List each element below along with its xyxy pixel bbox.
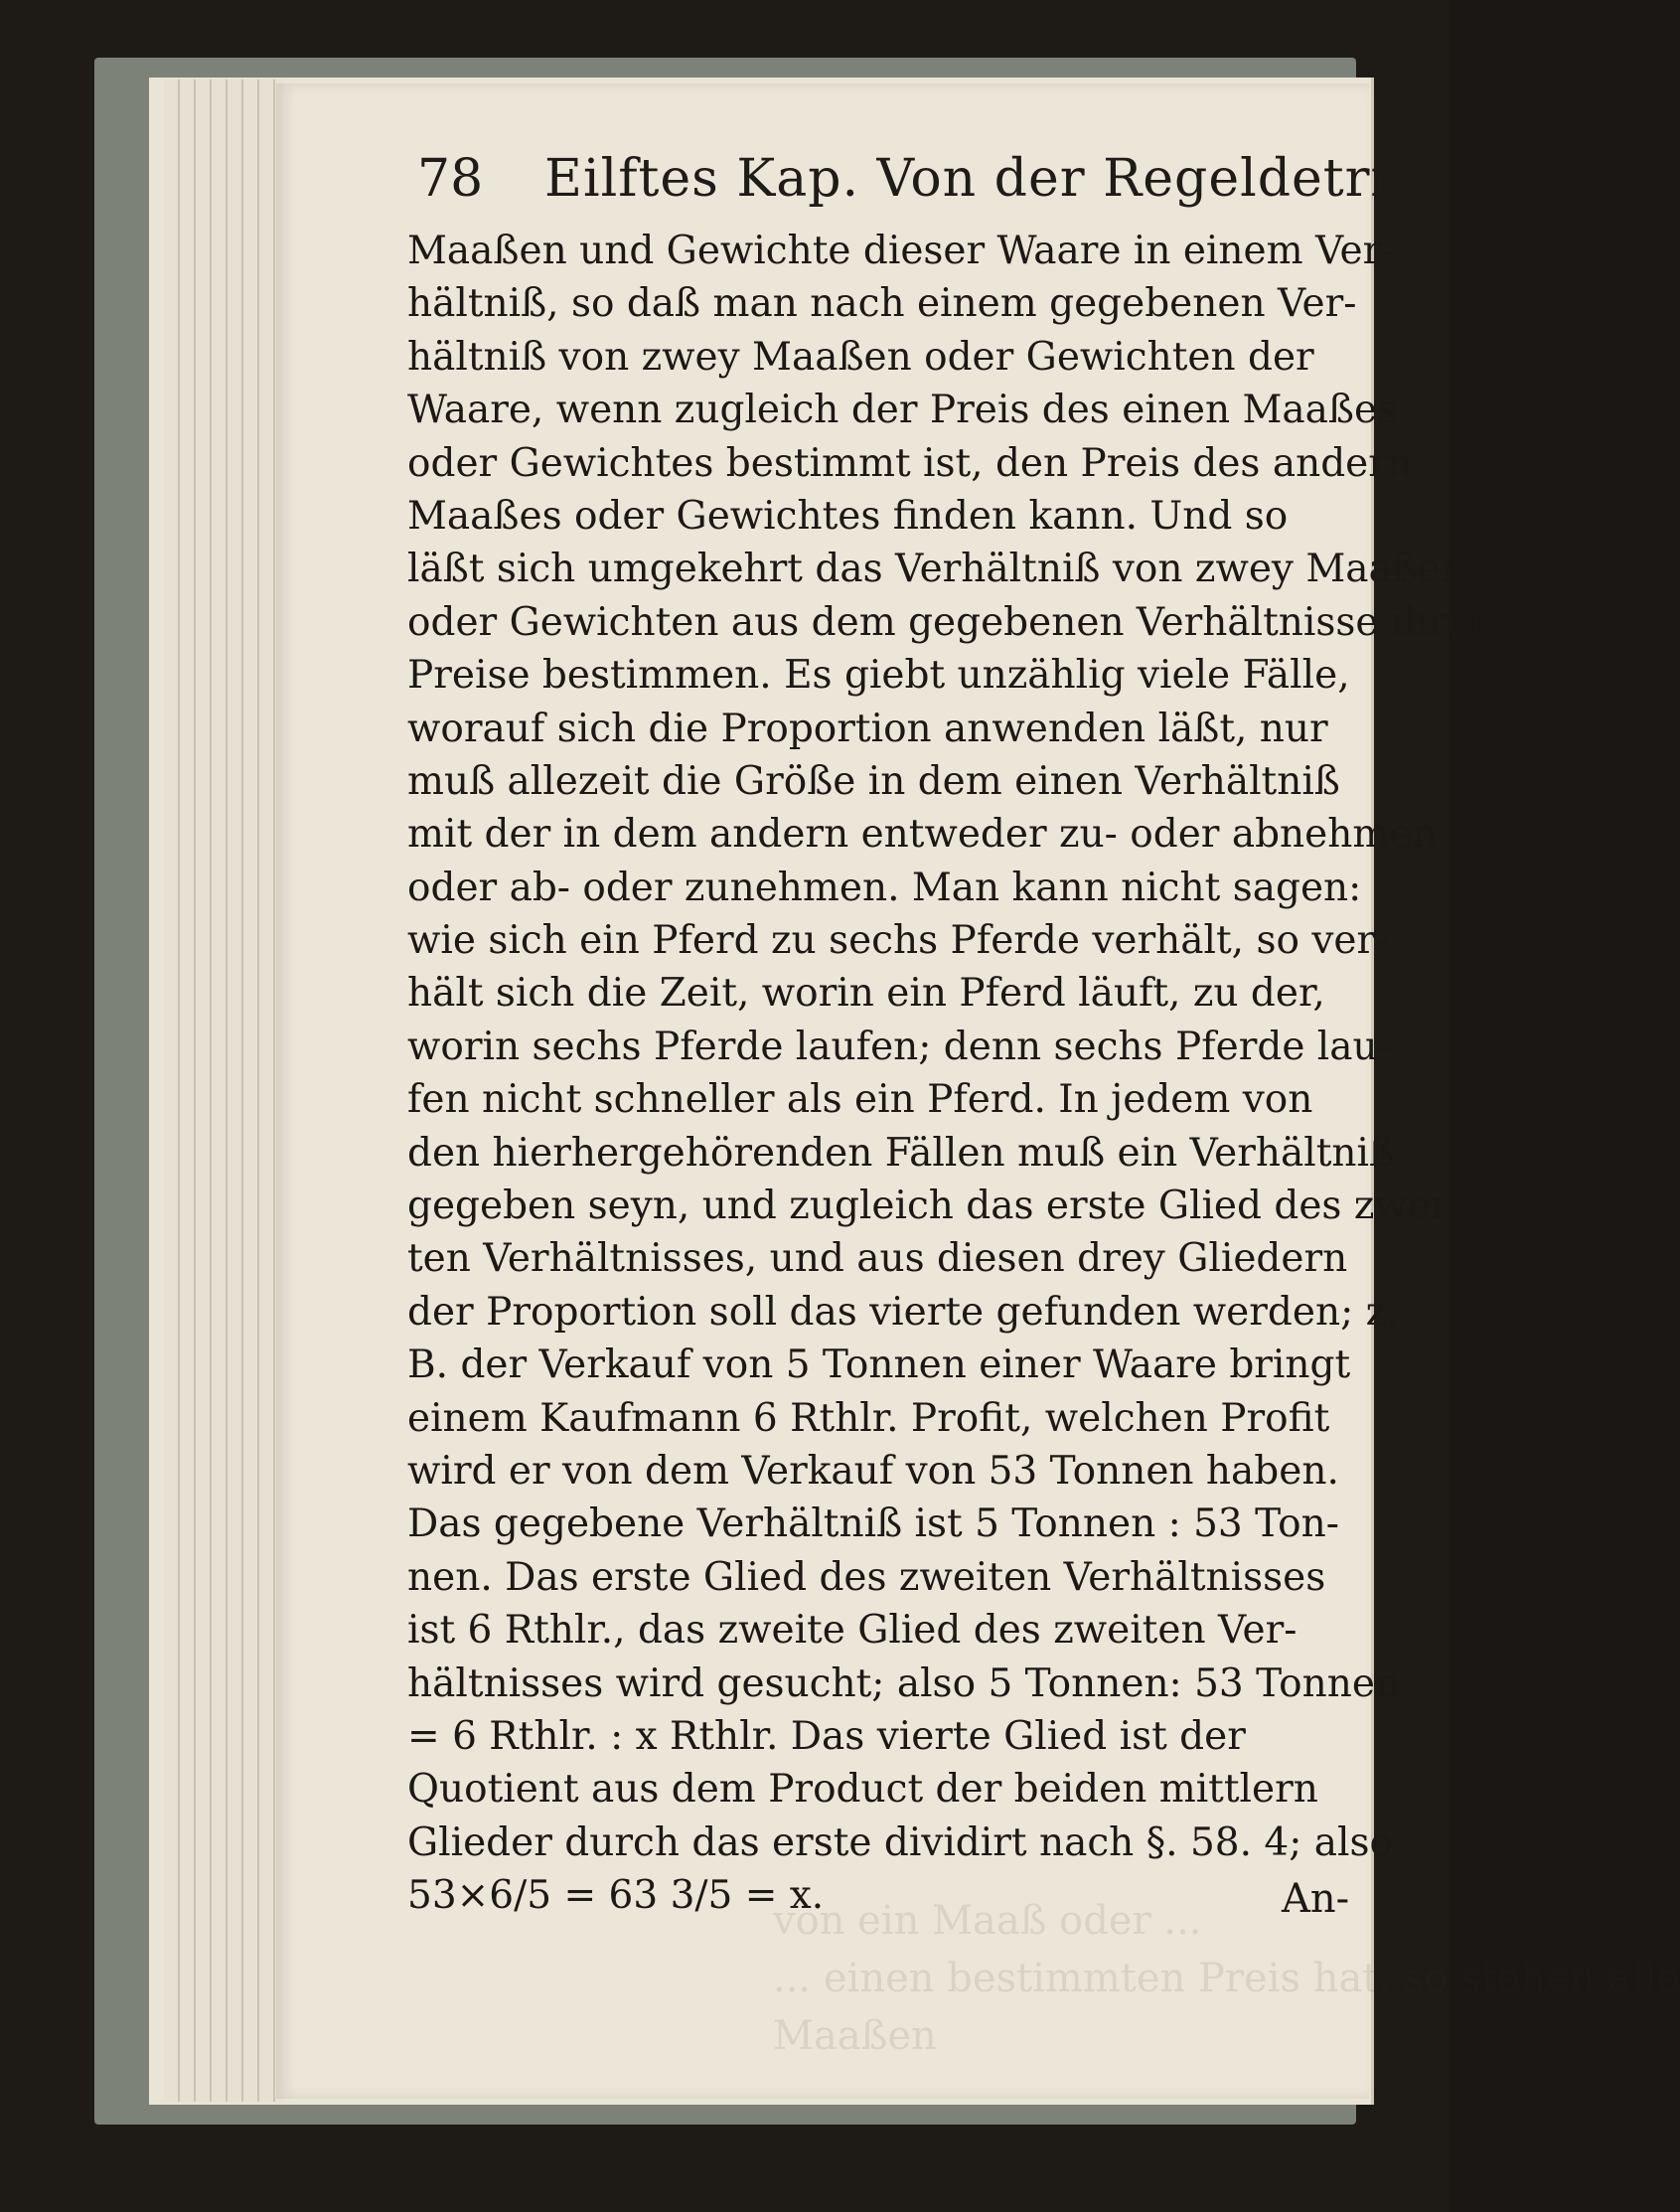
text-line: worauf sich die Proportion anwenden läßt, nur [407,706,1328,751]
text-line: wird er von dem Verkauf von 53 Tonnen haben. [407,1448,1339,1494]
text-line: ist 6 Rthlr., das zweite Glied des zweiten Ver- [407,1608,1298,1654]
text-line: den hierhergehörenden Fällen muß ein Verhältniß [407,1130,1396,1176]
text-line: Glieder durch das erste dividirt nach §. 58. 4; also [407,1819,1393,1865]
text-line: Quotient aus dem Product der beiden mittlern [407,1767,1318,1813]
body-text [407,225,1488,1923]
catchword: An- [1282,1876,1350,1922]
page-edges [164,79,283,2102]
text-line: einem Kaufmann 6 Rthlr. Profit, welchen Profit [407,1395,1330,1441]
text-line: hältnisses wird gesucht; also 5 Tonnen: 53 Tonnen [407,1660,1401,1706]
text-line: Waare, wenn zugleich der Preis des einen Maaßes [407,388,1398,433]
text-line: Das gegebene Verhältniß ist 5 Tonnen : 53 Ton- [407,1501,1339,1547]
text-line: ten Verhältnisses, und aus diesen drey Gliedern [407,1236,1348,1282]
text-line: oder ab- oder zunehmen. Man kann nicht sagen: [407,865,1362,910]
text-line: Maaßen und Gewichte dieser Waare in einem Ver- [407,229,1395,273]
text-line: wie sich ein Pferd zu sechs Pferde verhält, so ver- [407,918,1389,964]
text-line: läßt sich umgekehrt das Verhältniß von zwey Maaßen [407,547,1466,592]
text-line: gegeben seyn, und zugleich das erste Glied des zwei- [407,1184,1456,1229]
text-line: = 6 Rthlr. : x Rthlr. Das vierte Glied ist der [407,1713,1246,1759]
text-line: hältniß, so daß man nach einem gegebenen Ver- [407,281,1357,327]
page-number: 78 [417,149,484,209]
text-line: fen nicht schneller als ein Pferd. In jedem von [407,1077,1313,1123]
text-line: hält sich die Zeit, worin ein Pferd läuft, zu der, [407,971,1325,1017]
text-line: muß allezeit die Größe in dem einen Verhältniß [407,758,1340,804]
text-line: B. der Verkauf von 5 Tonnen einer Waare bringt [407,1343,1351,1388]
formula-line: 53×6/5 = 63 3/5 = x. [407,1873,825,1919]
text-line: der Proportion soll das vierte gefunden werden; z. [407,1289,1399,1335]
page-header [417,149,1406,209]
show-through-text: von ein Maaß oder ... ... einen bestimmten Preis hat, so stehen alle Maaßen [773,1898,1680,2059]
text-line: hältniß von zwey Maaßen oder Gewichten der [407,334,1314,380]
text-line: oder Gewichten aus dem gegebenen Verhältnisse ihrer [407,599,1488,645]
text-line: oder Gewichtes bestimmt ist, den Preis des andern [407,440,1413,486]
text-line: nen. Das erste Glied des zweiten Verhältnisses [407,1554,1326,1600]
text-line: mit der in dem andern entweder zu- oder abnehmen [407,812,1438,858]
text-line: Maaßes oder Gewichtes finden kann. Und so [407,493,1289,539]
running-head: Eilftes Kap. Von der Regeldetri. [544,149,1406,209]
text-line: Preise bestimmen. Es giebt unzählig viele Fälle, [407,653,1350,699]
text-line: worin sechs Pferde laufen; denn sechs Pferde lau- [407,1024,1391,1069]
